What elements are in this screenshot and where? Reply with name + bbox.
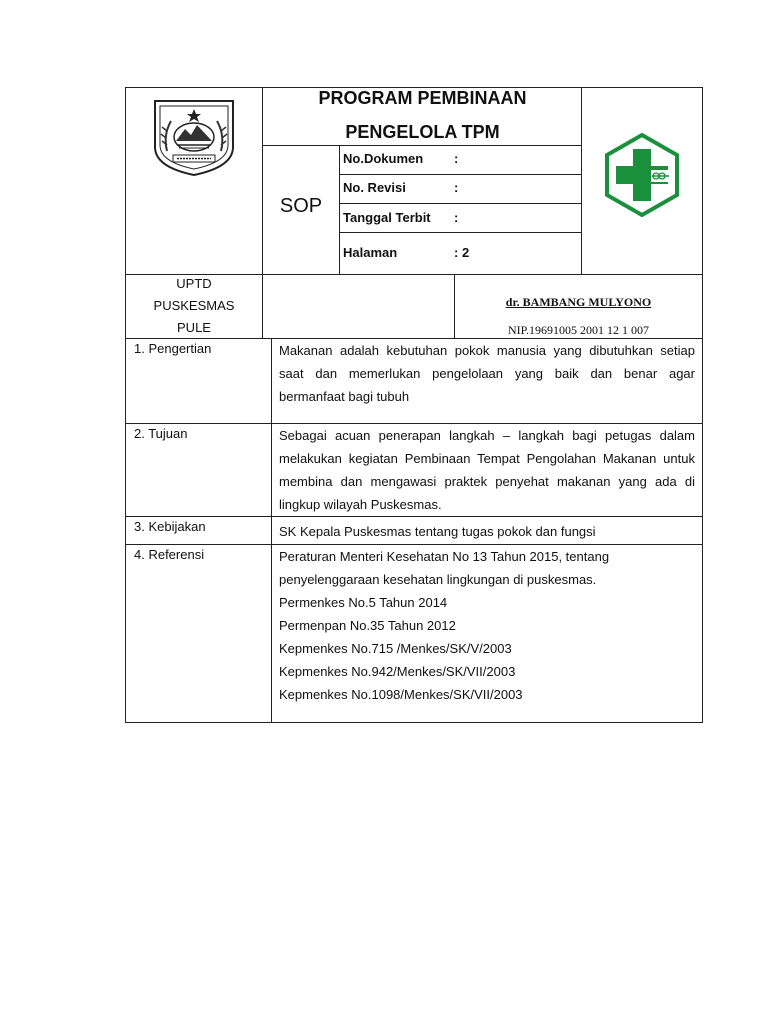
document-header — [125, 87, 703, 338]
meta-value-page: : 2 — [454, 245, 470, 260]
org-line1: UPTD — [176, 276, 212, 291]
reference-item: Permenpan No.35 Tahun 2012 — [279, 618, 456, 633]
document-title-line2: PENGELOLA TPM — [345, 122, 500, 142]
section-label: 4. Referensi — [126, 545, 272, 723]
meta-label-document-number: No.Dokumen — [343, 151, 424, 166]
section-text: SK Kepala Puskesmas tentang tugas pokok dan fungsi — [272, 517, 703, 545]
meta-value-revision: : — [454, 180, 459, 195]
reference-item: Peraturan Menteri Kesehatan No 13 Tahun 2015, tentang — [279, 549, 610, 564]
meta-label-revision: No. Revisi — [343, 180, 406, 195]
section-label: 3. Kebijakan — [126, 517, 272, 545]
org-line2: PUSKESMAS — [153, 298, 235, 313]
reference-item: Kepmenkes No.715 /Menkes/SK/V/2003 — [279, 641, 512, 656]
meta-label-issue-date: Tanggal Terbit — [343, 210, 431, 225]
reference-item: Kepmenkes No.1098/Menkes/SK/VII/2003 — [279, 687, 523, 702]
reference-item: penyelenggaraan kesehatan lingkungan di puskesmas. — [279, 572, 597, 587]
sop-content-table — [125, 338, 703, 723]
puskesmas-cross-icon — [600, 133, 684, 217]
section-reference-list — [272, 545, 703, 723]
signer-name: dr. BAMBANG MULYONO — [505, 295, 652, 309]
table-row — [126, 517, 703, 545]
table-row — [126, 339, 703, 424]
meta-value-issue-date: : — [454, 210, 459, 225]
section-label: 1. Pengertian — [126, 339, 272, 424]
signer-nip: NIP.19691005 2001 12 1 007 — [507, 323, 649, 337]
table-row — [126, 545, 703, 723]
meta-value-document-number: : — [454, 151, 459, 166]
reference-item: Kepmenkes No.942/Menkes/SK/VII/2003 — [279, 664, 516, 679]
document-type: SOP — [279, 195, 323, 217]
section-text: Makanan adalah kebutuhan pokok manusia yang dibutuhkan setiap saat dan memerlukan pengelolaan yang baik dan benar agar bermanfaat bagi tubuh — [272, 339, 703, 424]
table-row — [126, 424, 703, 517]
section-text: Sebagai acuan penerapan langkah – langkah bagi petugas dalam melakukan kegiatan Pembinaan Tempat Pengolahan Makanan untuk membina dan mengawasi praktek penyehat makanan yang ada di lingkup wilayah Puskesmas. — [272, 424, 703, 517]
meta-label-page: Halaman — [343, 245, 398, 260]
sop-document — [125, 87, 703, 723]
document-title-line1: PROGRAM PEMBINAAN — [318, 88, 527, 108]
section-label: 2. Tujuan — [126, 424, 272, 517]
regency-emblem-icon — [147, 95, 241, 177]
org-line3: PULE — [177, 320, 211, 335]
reference-item: Permenkes No.5 Tahun 2014 — [279, 595, 448, 610]
